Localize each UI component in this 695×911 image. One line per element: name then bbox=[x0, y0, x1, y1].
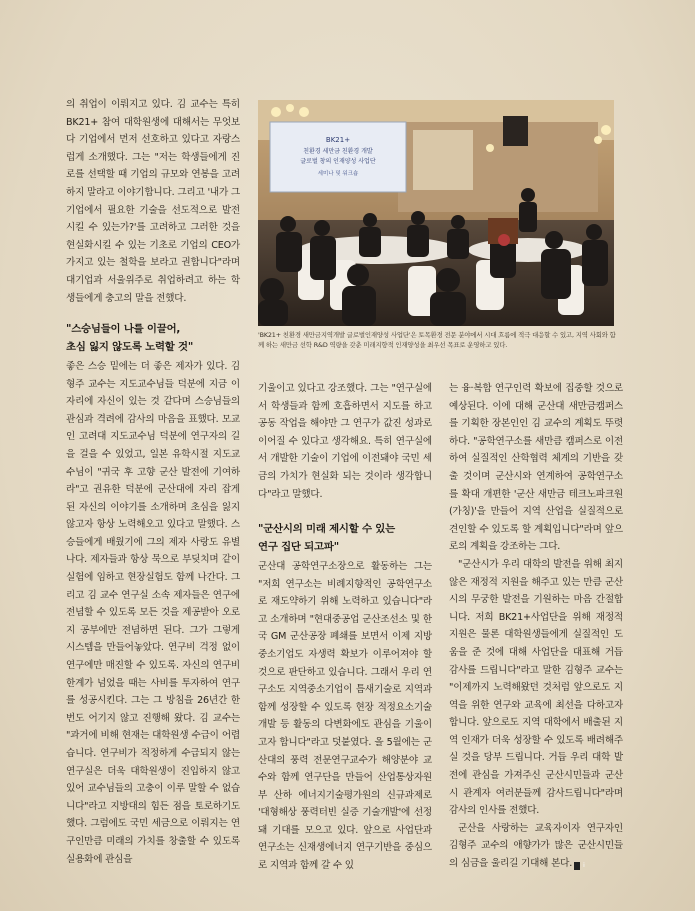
column-2 bbox=[258, 380, 432, 875]
photo-caption: 'BK21+ 친환경 새만금지역개발 글로벌인재양성 사업단'은 토목환경 전문 분야에서 시대 흐름에 적극 대응할 수 있고, 지역 사회와 함께 하는 새만금 선학 R&D 역량을 갖춘 미래지향적 인재양성을 최우선 목표로 운영하고 있다. bbox=[258, 331, 616, 349]
screen-text: 친환경 세만금 친환경 개발 bbox=[303, 148, 373, 155]
column-1 bbox=[66, 96, 240, 868]
paragraph: 의 취업이 이뤄지고 있다. 김 교수는 특히 BK21+ 참여 대학원생에 대해서는 무엇보다 기업에서 먼저 선호하고 있다고 자랑스럽게 소개했다. 그는 "저는 학생들에게 진로를 선택할 때 기업의 규모와 연봉을 고려하지 말라고 이야기합니다. 그리고 '내가 그 기업에서 필요한 기술을 선도적으로 발전시킬 수 있는가?'를 고려하고 그러한 것을 현실화시킬 수 있는 기초로 기업의 CEO가 가지고 있는 철학을 보라고 권합니다"라며 대기업과 서울위주로 취업하려고 하는 학생들에게 충고의 말을 전했다. bbox=[66, 99, 240, 304]
column-3 bbox=[449, 380, 623, 873]
end-mark-icon: i bbox=[574, 862, 580, 870]
paragraph-text: 군산을 사랑하는 교육자이자 연구자인 김형주 교수의 애향가가 많은 군산시민들의 심금을 울리길 기대해 본다. bbox=[449, 822, 623, 870]
section-heading: "스승님들이 나를 이끌어, 초심 잃지 않도록 노력할 것" bbox=[66, 323, 194, 353]
paragraph: 좋은 스승 밑에는 더 좋은 제자가 있다. 김형주 교수는 지도교수님들 덕분에 지금 이 자리에 자신이 있는 것 같다며 스승님들의 관심과 격려에 감사의 마음을 표했다. 모교인 고려대 지도교수님 덕분에 연구자의 길을 걸을 수 있었고, 일본 유학시절 지도교수님이 "귀국 후 고향 군산 발전에 기여하라"고 권유한 덕분에 군산대에 자리 잡게 된 자신의 이야기를 소개하며 초심을 잃지 않고자 항상 노력해오고 있다고 말했다. 스승들에게 배웠기에 그의 제자 사랑도 유별나다. 제자들과 항상 묵으로 부딪치며 같이 실험에 임하고 현장실험도 함께 나간다. 그리고 김 교수 연구실 소속 제자들은 연구에 전념할 수 있도록 모든 것을 제공받아 오로지 공부에만 전념하면 된다. 그가 그렇게 시스템을 만들어놓았다. 연구비 걱정 없이 연구에만 매진할 수 있도록. 자신의 연구비 한계가 넘었을 때는 사비를 투자하여 연구를 성공시킨다. 그는 그 방침을 26년간 한 번도 어기지 않고 진행해 왔다. 김 교수는 "과거에 비해 현재는 대학원생 수급이 어렵습니다. 연구비가 적정하게 수급되지 않는 연구실은 더욱 대학원생이 진입하지 않고 있어 교수님들의 고충이 이루 말할 수 없습니다"라고 지방대의 힘든 점을 토로하기도 했다. 그럼에도 국민 세금으로 이뤄지는 연구인만큼 미래의 가치를 창출할 수 있도록 실용화에 관심을 bbox=[66, 360, 240, 865]
screen-text: BK21+ bbox=[325, 136, 351, 144]
paragraph: 기울이고 있다고 강조했다. 그는 "연구실에서 학생들과 함께 호흡하면서 지도를 하고 공동 작업을 해야만 그 연구가 값진 성과로 이어질 수 있다고 생각해요. 특히 연구실에서 개발한 기술이 기업에 이전돼야 국민 세금의 가치가 현실화 되는 것이라 생각합니다"라고 말했다. bbox=[258, 383, 432, 500]
screen-text: 글로벌 창의 인재양성 사업단 bbox=[300, 158, 376, 165]
paragraph: 군산대 공학연구소장으로 활동하는 그는 "저희 연구소는 비례지향적인 공학연구소로 재도약하기 위해 노력하고 있습니다"라고 소개하며 "현대중공업 군산조선소 및 한국 GM 군산공장 폐쇄를 보면서 이제 지방 중소기업도 자생력 확보가 이루어져야 할 것으로 판단하고 있습니다. 그래서 우리 연구소도 지역중소기업이 틈새기술로 지역과 함께 성장할 수 있도록 현장 적정요소기술 개발 등 활동의 다변화에도 관심을 기울이고자 합니다"라고 덧붙였다. 올 5월에는 군산대의 풍력 전문연구교수가 해양분야 교수와 함께 연구단을 만들어 산업통상자원부 산하 에너지기술평가원의 신규과제로 '대형해상 풍력터빈 실증 기술개발'에 선정돼 기대를 모으고 있다. 앞으로 사업단과 연구소는 신재생에너지 연구기반을 중심으로 지역과 함께 갈 수 있 bbox=[258, 560, 432, 872]
event-photo bbox=[258, 100, 614, 326]
paragraph: 는 융·복합 연구인력 확보에 집중할 것으로 예상된다. 이에 대해 군산대 새만금캠퍼스를 기획한 장본인인 김 교수의 계획도 뚜렷하다. "공학연구소를 새만큼 캠퍼스로 이전하여 실질적인 산학협력 체계의 기반을 갖출 것이며 군산시와 연계하여 공학연구소를 확대 개편한 '군산 새만금 테크노파크원(가칭)'을 만들어 지역 산업을 실질적으로 견인할 수 있도록 할 계획입니다"라며 앞으로의 계획을 강조하는 그다. bbox=[449, 383, 623, 553]
closing-paragraph bbox=[449, 820, 623, 873]
screen-text: 세미나 및 워크숍 bbox=[317, 171, 359, 177]
paragraph: "군산시가 우리 대학의 발전을 위해 최지않은 재정적 지원을 해주고 있는 만큼 군산시의 무궁한 발전을 기원하는 마음 간절합니다. 저희 BK21+사업단을 위해 재정적 지원은 물론 대학원생들에게 실질적인 도움을 준 것에 대해 사업단을 대표해 거듭 감사를 드립니다"라고 말한 김형주 교수는 "이제까지 노력해왔던 것처럼 앞으로도 지역을 위한 연구와 교육에 최선을 다하고자 합니다. 앞으로도 지역 대학에서 배출된 지역 인재가 더욱 성장할 수 있도록 배려해주실 것을 당부 드립니다. 거듭 우리 대학 발전에 관심을 가져주신 군산시민들과 군산시 관계자 여러분들께 감사드립니다"라며 감사의 인사를 전했다. bbox=[449, 558, 623, 817]
seminar-photo-illustration bbox=[258, 100, 614, 326]
section-heading: "군산시의 미래 제시할 수 있는 연구 집단 되고파" bbox=[258, 523, 395, 553]
